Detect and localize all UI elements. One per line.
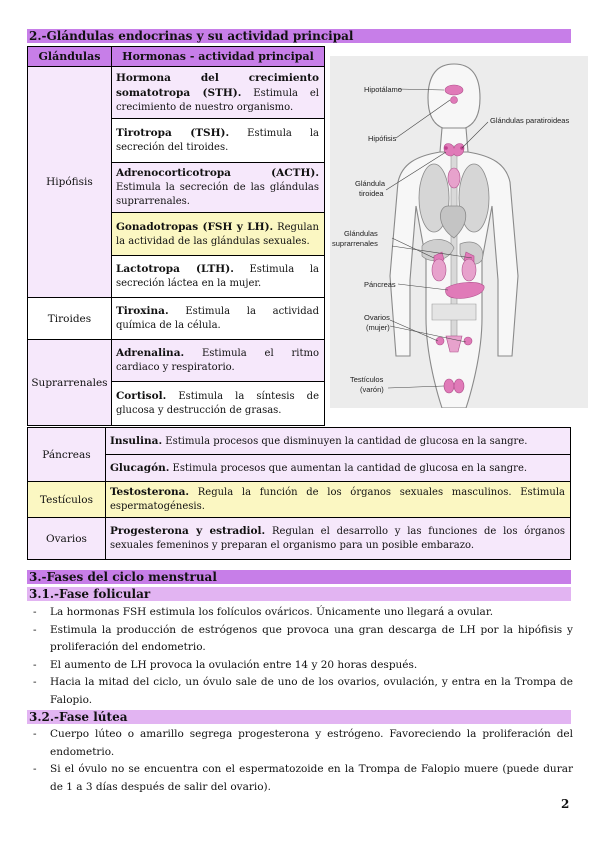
hormone-insulina-name: Insulina. [109, 434, 163, 447]
hormone-lth [111, 256, 324, 298]
hormone-cortisol [111, 382, 324, 426]
endocrine-system-illustration [330, 56, 588, 408]
hormone-tsh-desc: Estimula la secreción del tiroides. [115, 128, 319, 153]
hormone-tiroxina-name: Tiroxina. [115, 305, 169, 317]
gland-tiroides: Tiroides [28, 298, 112, 340]
list-item: - La hormonas FSH estimula los folículos ováricos. Únicamente uno llegará a ovular. [33, 604, 573, 622]
hormone-progesterona [105, 518, 570, 560]
hormone-glucagon-desc: Estimula procesos que aumentan la cantidad de glucosa en la sangre. [172, 462, 528, 474]
hormone-gonadotropas-desc: Regulan la actividad de las glándulas sexuales. [115, 221, 319, 247]
hormone-sth-name: Hormona del crecimiento somatotropa (STH). [115, 71, 319, 99]
hormone-gonadotropas-name: Gonadotropas (FSH y LH). [115, 220, 274, 233]
hormone-testosterona-desc: Regula la función de los órganos sexuales masculinos. Estimula espermatogénesis. [109, 487, 565, 512]
gland-pancreas: Páncreas [28, 428, 106, 482]
list-item: - Si el óvulo no se encuentra con el espermatozoide en la Trompa de Falopio muere (puede durar de 1 a 3 días después de salir del ovario). [33, 761, 573, 796]
subsection-3-2-title: 3.2.-Fase lútea [27, 710, 571, 724]
col-hormones-header: Hormonas - actividad principal [111, 47, 324, 67]
fase-folicular-list [33, 604, 573, 709]
gland-testiculos: Testículos [28, 482, 106, 518]
label-hipofisis: Hipófisis [368, 134, 397, 143]
label-suprarrenales-line2: suprarrenales [332, 239, 378, 248]
label-tiroidea-line1: Glándula [355, 179, 386, 188]
gland-hipofisis: Hipófisis [28, 67, 112, 298]
label-testiculos-line1: Testículos [350, 375, 384, 384]
hormone-glucagon-name: Glucagón. [109, 461, 170, 474]
hormone-tiroxina-desc: Estimula la actividad química de la célula. [115, 306, 319, 331]
label-tiroidea-line2: tiroidea [359, 189, 384, 198]
hormone-tsh [111, 119, 324, 163]
hormone-lth-desc: Estimula la secreción láctea en la mujer. [115, 264, 319, 289]
hormone-glucagon [105, 455, 570, 482]
hormone-adrenalina-desc: Estimula el ritmo cardiaco y respiratorio. [115, 348, 319, 373]
hormone-adrenalina [111, 340, 324, 382]
subsection-3-1-title: 3.1.-Fase folicular [27, 587, 571, 601]
list-item: - Hacia la mitad del ciclo, un óvulo sale de uno de los ovarios, ovulación, y entra en la Trompa de Falopio. [33, 674, 573, 709]
hormone-tiroxina [111, 298, 324, 340]
hormone-progesterona-name: Progesterona y estradiol. [109, 525, 266, 537]
section-2-title: 2.-Glándulas endocrinas y su actividad principal [27, 29, 571, 43]
hormone-acth-desc: Estimula la secreción de las glándulas suprarrenales. [115, 182, 319, 207]
glands-table [27, 46, 325, 426]
label-ovarios-line1: Ovarios [364, 313, 390, 322]
hormone-testosterona [105, 482, 570, 518]
label-hipotalamo: Hipotálamo [364, 85, 402, 94]
section-3-title: 3.-Fases del ciclo menstrual [27, 570, 571, 584]
hormone-insulina [105, 428, 570, 455]
hormone-acth [111, 163, 324, 213]
hormone-gonadotropas [111, 213, 324, 256]
col-glands-header: Glándulas [28, 47, 112, 67]
glands-table-2 [27, 427, 571, 560]
fase-lutea-list [33, 726, 573, 796]
label-paratiroideas: Glándulas paratiroideas [490, 116, 570, 125]
gland-ovarios: Ovarios [28, 518, 106, 560]
hormone-acth-name: Adrenocorticotropa (ACTH). [115, 167, 319, 179]
list-item: - Cuerpo lúteo o amarillo segrega progesterona y estrógeno. Favoreciendo la proliferación del endometrio. [33, 726, 573, 761]
page-number: 2 [561, 797, 570, 811]
list-item: - El aumento de LH provoca la ovulación entre 14 y 20 horas después. [33, 657, 573, 675]
hormone-adrenalina-name: Adrenalina. [115, 347, 185, 359]
hormone-sth [111, 67, 324, 119]
label-suprarrenales-line1: Glándulas [344, 229, 378, 238]
label-ovarios-line2: (mujer) [366, 323, 390, 332]
label-testiculos-line2: (varón) [360, 385, 384, 394]
hormone-sth-desc: Estimula el crecimiento de nuestro organismo. [115, 87, 319, 113]
list-item: - Estimula la producción de estrógenos que provoca una gran descarga de LH por la hipófisis y proliferación del endometrio. [33, 622, 573, 657]
hormone-lth-name: Lactotropa (LTH). [115, 263, 234, 275]
hormone-tsh-name: Tirotropa (TSH). [115, 127, 230, 139]
hormone-cortisol-name: Cortisol. [115, 390, 167, 402]
hormone-cortisol-desc: Estimula la síntesis de glucosa y destrucción de grasas. [115, 391, 319, 416]
hormone-insulina-desc: Estimula procesos que disminuyen la cantidad de glucosa en la sangre. [165, 435, 528, 447]
gland-suprarrenales: Suprarrenales [28, 340, 112, 426]
hormone-progesterona-desc: Regulan el desarrollo y las funciones de los órganos sexuales femeninos y preparan el organismo para un posible embarazo. [109, 526, 565, 551]
hormone-testosterona-name: Testosterona. [109, 486, 190, 498]
label-pancreas: Páncreas [364, 280, 396, 289]
